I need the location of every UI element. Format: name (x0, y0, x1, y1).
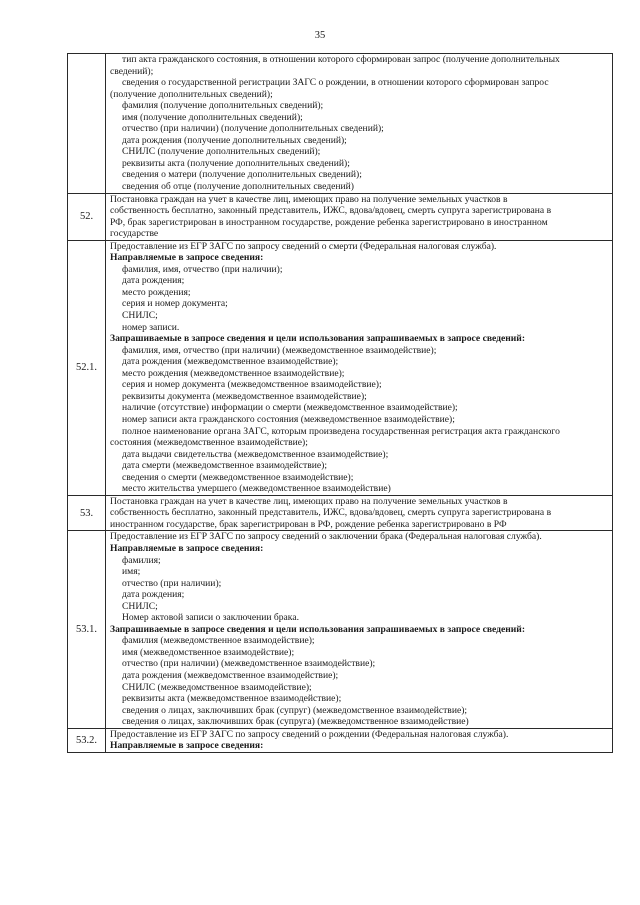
section-heading: Направляемые в запросе сведения: (110, 252, 264, 264)
text-line: дата рождения (получение дополнительных сведений); (122, 134, 347, 146)
text-line: фамилия (межведомственное взаимодействие); (122, 635, 315, 647)
services-table (67, 53, 613, 753)
table-row (68, 495, 613, 531)
text-line: Предоставление из ЕГР ЗАГС по запросу сведений о рождении (Федеральная налоговая служба). (110, 728, 509, 740)
text-line: Предоставление из ЕГР ЗАГС по запросу сведений о заключении брака (Федеральная налоговая служба). (110, 531, 542, 543)
row-number: 52.1. (68, 240, 106, 495)
text-line: Номер актовой записи о заключении брака. (122, 612, 299, 624)
text-line: (получение дополнительных сведений); (110, 88, 273, 100)
text-line: сведения о смерти (межведомственное взаимодействие); (122, 471, 354, 483)
row-content (106, 728, 613, 752)
text-line: место жительства умершего (межведомственное взаимодействие) (122, 483, 391, 495)
text-line: сведения о лицах, заключивших брак (супруг) (межведомственное взаимодействие); (122, 704, 468, 716)
text-line: иностранном государстве, брак зарегистрирован в РФ, рождение ребенка зарегистрировано в РФ (110, 518, 507, 530)
text-line: серия и номер документа; (122, 298, 228, 310)
text-line: СНИЛС; (122, 600, 158, 612)
text-line: наличие (отсутствие) информации о смерти (межведомственное взаимодействие); (122, 402, 458, 414)
table-row (68, 531, 613, 728)
text-line: СНИЛС (получение дополнительных сведений); (122, 146, 321, 158)
text-line: сведения о матери (получение дополнительных сведений); (122, 169, 362, 181)
text-line: полное наименование органа ЗАГС, которым произведена государственная регистрация акта гражданского (122, 425, 560, 437)
text-line: фамилия (получение дополнительных сведений); (122, 100, 324, 112)
page-number: 35 (314, 30, 326, 41)
text-line: собственность бесплатно, законный представитель, ИЖС, вдова/вдовец, смерть супруга зарегистрирована в (110, 507, 552, 519)
text-line: сведения о лицах, заключивших брак (супруга) (межведомственное взаимодействие) (122, 716, 469, 728)
text-line: номер записи. (122, 321, 180, 333)
text-line: сведений); (110, 65, 154, 77)
text-line: реквизиты акта (межведомственное взаимодействие); (122, 693, 342, 705)
row-number (68, 54, 106, 194)
text-line: РФ, брак зарегистрирован в иностранном государстве, рождение ребенка зарегистрировано в иностранном (110, 216, 548, 228)
row-content (106, 240, 613, 495)
row-content (106, 495, 613, 531)
text-line: имя; (122, 566, 141, 578)
text-line: сведения о государственной регистрации ЗАГС о рождении, в отношении которого сформирован запрос (122, 77, 549, 89)
table-row (68, 728, 613, 752)
text-line: Постановка граждан на учет в качестве лиц, имеющих право на получение земельных участков в (110, 193, 508, 205)
table-row (68, 240, 613, 495)
text-line: фамилия, имя, отчество (при наличии) (межведомственное взаимодействие); (122, 344, 437, 356)
row-number: 52. (68, 193, 106, 240)
section-heading: Запрашиваемые в запросе сведения и цели использования запрашиваемых в запросе сведений: (110, 623, 526, 635)
table-row (68, 54, 613, 194)
text-line: место рождения; (122, 286, 191, 298)
text-line: фамилия, имя, отчество (при наличии); (122, 263, 283, 275)
text-line: СНИЛС; (122, 310, 158, 322)
text-line: дата рождения (межведомственное взаимодействие); (122, 356, 339, 368)
text-line: номер записи акта гражданского состояния (межведомственное взаимодействие); (122, 413, 455, 425)
text-line: дата смерти (межведомственное взаимодействие); (122, 460, 327, 472)
section-heading: Запрашиваемые в запросе сведения и цели использования запрашиваемых в запросе сведений: (110, 333, 526, 345)
text-line: собственность бесплатно, законный представитель, ИЖС, вдова/вдовец, смерть супруга зарегистрирована в (110, 205, 552, 217)
text-line: имя (получение дополнительных сведений); (122, 111, 303, 123)
text-line: отчество (при наличии) (межведомственное взаимодействие); (122, 658, 376, 670)
row-number: 53. (68, 495, 106, 531)
text-line: дата рождения; (122, 275, 185, 287)
text-line: имя (межведомственное взаимодействие); (122, 646, 295, 658)
text-line: государстве (110, 228, 159, 240)
row-number: 53.2. (68, 728, 106, 752)
section-heading: Направляемые в запросе сведения: (110, 542, 264, 554)
section-heading: Направляемые в запросе сведения: (110, 740, 264, 752)
text-line: отчество (при наличии) (получение дополнительных сведений); (122, 123, 384, 135)
text-line: дата рождения; (122, 589, 185, 601)
text-line: Постановка граждан на учет в качестве лиц, имеющих право на получение земельных участков в (110, 495, 508, 507)
text-line: отчество (при наличии); (122, 577, 222, 589)
text-line: серия и номер документа (межведомственное взаимодействие); (122, 379, 382, 391)
text-line: фамилия; (122, 554, 161, 566)
row-content (106, 54, 613, 194)
text-line: дата рождения (межведомственное взаимодействие); (122, 669, 339, 681)
row-content (106, 193, 613, 240)
table-row (68, 193, 613, 240)
text-line: место рождения (межведомственное взаимодействие); (122, 367, 345, 379)
text-line: сведения об отце (получение дополнительных сведений) (122, 181, 354, 193)
text-line: реквизиты документа (межведомственное взаимодействие); (122, 390, 367, 402)
table-body (68, 54, 613, 753)
text-line: состояния (межведомственное взаимодействие); (110, 437, 308, 449)
row-content (106, 531, 613, 728)
text-line: Предоставление из ЕГР ЗАГС по запросу сведений о смерти (Федеральная налоговая служба). (110, 240, 497, 252)
text-line: тип акта гражданского состояния, в отношении которого сформирован запрос (получение дополнительных (122, 54, 560, 65)
text-line: СНИЛС (межведомственное взаимодействие); (122, 681, 312, 693)
row-number: 53.1. (68, 531, 106, 728)
text-line: дата выдачи свидетельства (межведомственное взаимодействие); (122, 448, 389, 460)
text-line: реквизиты акта (получение дополнительных сведений); (122, 157, 350, 169)
